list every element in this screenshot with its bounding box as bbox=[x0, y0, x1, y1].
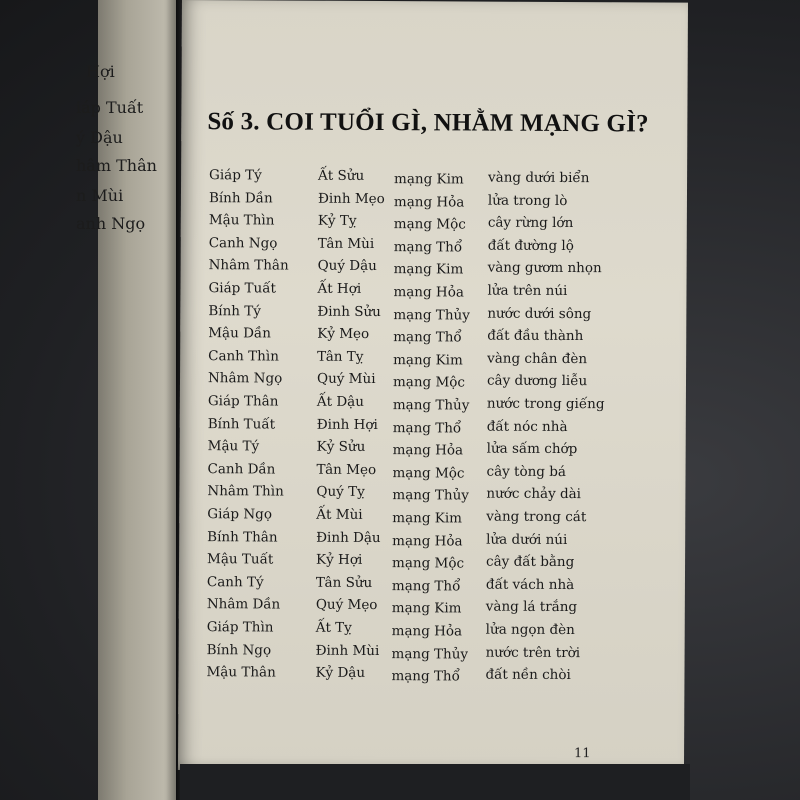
cell-year-a: Nhâm Thân bbox=[208, 257, 289, 274]
cell-year-a: Nhâm Ngọ bbox=[207, 370, 283, 387]
cell-year-b: Ất Dậu bbox=[316, 393, 364, 410]
cell-year-a: Mậu Dần bbox=[208, 325, 271, 342]
cell-year-b: Ất Tỵ bbox=[315, 619, 352, 636]
cell-meaning: nước trên trời bbox=[485, 644, 581, 661]
page-title: Số 3. COI TUỔI GÌ, NHẰM MẠNG GÌ? bbox=[207, 108, 649, 138]
page-number: 11 bbox=[574, 746, 591, 762]
cell-meaning: vàng chân đèn bbox=[487, 350, 588, 367]
cell-year-b: Đinh Dậu bbox=[316, 529, 381, 546]
cell-meaning: đất nóc nhà bbox=[486, 418, 568, 435]
table-row bbox=[179, 574, 685, 599]
cell-meaning: lửa trong lò bbox=[487, 192, 568, 209]
cell-year-b: Kỷ Sửu bbox=[316, 438, 366, 456]
cell-element: mạng Thủy bbox=[392, 487, 469, 504]
cell-meaning: nước dưới sông bbox=[487, 305, 592, 322]
cell-year-a: Canh Ngọ bbox=[208, 234, 278, 252]
cell-year-b: Đinh Mẹo bbox=[317, 190, 385, 207]
table-row bbox=[181, 235, 687, 260]
cell-year-b: Kỷ Hợi bbox=[316, 551, 363, 569]
cell-meaning: đất đầu thành bbox=[487, 327, 584, 345]
cell-meaning: nước trong giếng bbox=[486, 395, 605, 413]
cell-year-b: Quý Tỵ bbox=[316, 484, 365, 501]
left-page-line: ý Dậu bbox=[76, 128, 123, 147]
table-row bbox=[178, 664, 684, 689]
cell-element: mạng Thổ bbox=[391, 668, 460, 685]
table-row bbox=[179, 596, 685, 621]
cell-element: mạng Hỏa bbox=[393, 284, 464, 301]
cell-year-b: Tân Tỵ bbox=[317, 348, 364, 365]
table-row bbox=[181, 257, 687, 282]
cell-element: mạng Hỏa bbox=[391, 623, 463, 640]
cell-element: mạng Thổ bbox=[393, 329, 462, 346]
table-row bbox=[179, 642, 685, 667]
cell-element: mạng Thủy bbox=[392, 397, 470, 414]
left-page-line: Hợi bbox=[86, 62, 115, 81]
table-row bbox=[180, 303, 686, 328]
cell-meaning: vàng dưới biển bbox=[488, 169, 590, 187]
left-page-line: anh Ngọ bbox=[76, 214, 146, 233]
cell-year-a: Giáp Tý bbox=[209, 167, 262, 184]
cell-year-b: Đinh Hợi bbox=[316, 416, 378, 433]
cell-year-a: Bính Tý bbox=[208, 302, 261, 320]
cell-year-a: Canh Thìn bbox=[208, 347, 279, 365]
table-row bbox=[180, 393, 686, 418]
cell-year-a: Nhâm Thìn bbox=[207, 483, 284, 500]
cell-year-a: Mậu Thìn bbox=[208, 212, 275, 229]
cell-element: mạng Kim bbox=[391, 600, 462, 617]
cell-element: mạng Hỏa bbox=[392, 442, 464, 459]
cell-meaning: cây đất bằng bbox=[486, 553, 575, 571]
cell-year-a: Mậu Tuất bbox=[207, 551, 274, 568]
cell-element: mạng Thủy bbox=[393, 306, 470, 324]
cell-meaning: lửa sấm chớp bbox=[486, 440, 578, 458]
cell-year-b: Quý Mùi bbox=[316, 371, 376, 388]
cell-meaning: nước chảy dài bbox=[486, 485, 582, 503]
table-row bbox=[180, 325, 686, 350]
cell-meaning: lửa trên núi bbox=[487, 282, 568, 300]
cell-year-a: Canh Dần bbox=[207, 460, 276, 478]
left-page bbox=[76, 0, 180, 800]
table-row bbox=[181, 190, 687, 215]
cell-meaning: lửa ngọn đèn bbox=[485, 621, 575, 639]
cell-year-b: Kỷ Mẹo bbox=[317, 325, 370, 343]
cell-element: mạng Mộc bbox=[392, 555, 465, 572]
cell-year-b: Tân Mùi bbox=[317, 235, 375, 252]
cell-year-b: Đinh Mùi bbox=[315, 642, 380, 659]
table-row bbox=[180, 438, 686, 463]
cell-meaning: đất vách nhà bbox=[485, 576, 575, 593]
cell-element: mạng Mộc bbox=[393, 216, 466, 233]
table-row bbox=[179, 551, 685, 576]
cell-year-a: Bính Dần bbox=[208, 189, 273, 207]
cell-element: mạng Thủy bbox=[391, 645, 469, 663]
table-row bbox=[180, 280, 686, 305]
cell-year-a: Bính Ngọ bbox=[206, 641, 272, 659]
cell-year-b: Tân Mẹo bbox=[316, 461, 377, 478]
cell-meaning: vàng trong cát bbox=[486, 508, 587, 526]
cell-year-b: Tân Sửu bbox=[315, 574, 373, 591]
table-row bbox=[179, 619, 685, 644]
cell-year-a: Giáp Tuất bbox=[208, 280, 277, 297]
page-bottom-shadow bbox=[180, 764, 690, 800]
left-page-line: hâm Thân bbox=[76, 156, 157, 175]
cell-year-a: Nhâm Dần bbox=[206, 596, 281, 613]
cell-element: mạng Thổ bbox=[393, 238, 463, 256]
cell-element: mạng Thổ bbox=[392, 419, 462, 437]
cell-element: mạng Hỏa bbox=[393, 193, 465, 211]
cell-year-a: Giáp Thân bbox=[207, 393, 279, 410]
cell-year-b: Quý Dậu bbox=[317, 258, 377, 275]
cell-year-b: Ất Sửu bbox=[318, 167, 365, 184]
cell-year-b: Ất Mùi bbox=[316, 506, 363, 523]
cell-year-a: Bính Thân bbox=[207, 528, 278, 546]
cell-year-b: Đinh Sửu bbox=[317, 303, 381, 320]
cell-meaning: cây rừng lớn bbox=[487, 214, 574, 232]
cell-element: mạng Mộc bbox=[392, 374, 466, 391]
table-row bbox=[181, 212, 687, 237]
cell-element: mạng Kim bbox=[394, 171, 464, 188]
cell-element: mạng Kim bbox=[392, 510, 463, 527]
table-row bbox=[179, 506, 685, 531]
table-row bbox=[180, 348, 686, 373]
left-page-line: n Mùi bbox=[76, 186, 124, 205]
table-row bbox=[180, 416, 686, 441]
table-row bbox=[179, 461, 685, 486]
cell-meaning: vàng lá trắng bbox=[485, 598, 578, 616]
cell-year-b: Ất Hợi bbox=[317, 280, 362, 297]
cell-year-a: Canh Tý bbox=[206, 573, 264, 591]
left-page-line: iáp Tuất bbox=[76, 98, 144, 117]
cell-year-b: Kỷ Dậu bbox=[315, 664, 366, 682]
cell-year-a: Mậu Tý bbox=[207, 438, 260, 455]
cell-element: mạng Kim bbox=[393, 261, 464, 278]
cell-year-a: Bính Tuất bbox=[207, 415, 276, 433]
cell-element: mạng Mộc bbox=[392, 464, 465, 482]
cell-year-a: Giáp Thìn bbox=[206, 619, 274, 636]
cell-meaning: cây dương liễu bbox=[486, 372, 588, 390]
table-row bbox=[180, 370, 686, 395]
cell-year-a: Mậu Thân bbox=[206, 664, 276, 681]
table-row bbox=[181, 167, 687, 192]
cell-year-b: Quý Mẹo bbox=[315, 597, 378, 614]
cell-element: mạng Hỏa bbox=[392, 532, 463, 550]
cell-meaning: lửa dưới núi bbox=[486, 531, 568, 548]
cell-year-a: Giáp Ngọ bbox=[207, 506, 273, 523]
cell-meaning: đất đường lộ bbox=[487, 237, 574, 254]
table-row bbox=[179, 529, 685, 554]
cell-element: mạng Kim bbox=[393, 351, 463, 369]
table-row bbox=[179, 483, 685, 508]
cell-meaning: đất nền chòi bbox=[485, 666, 571, 684]
cell-meaning: vàng gươm nhọn bbox=[487, 259, 602, 277]
cell-element: mạng Thổ bbox=[391, 577, 461, 595]
right-page bbox=[178, 0, 688, 773]
cell-year-b: Kỷ Tỵ bbox=[317, 212, 357, 230]
cell-meaning: cây tòng bá bbox=[486, 463, 566, 480]
